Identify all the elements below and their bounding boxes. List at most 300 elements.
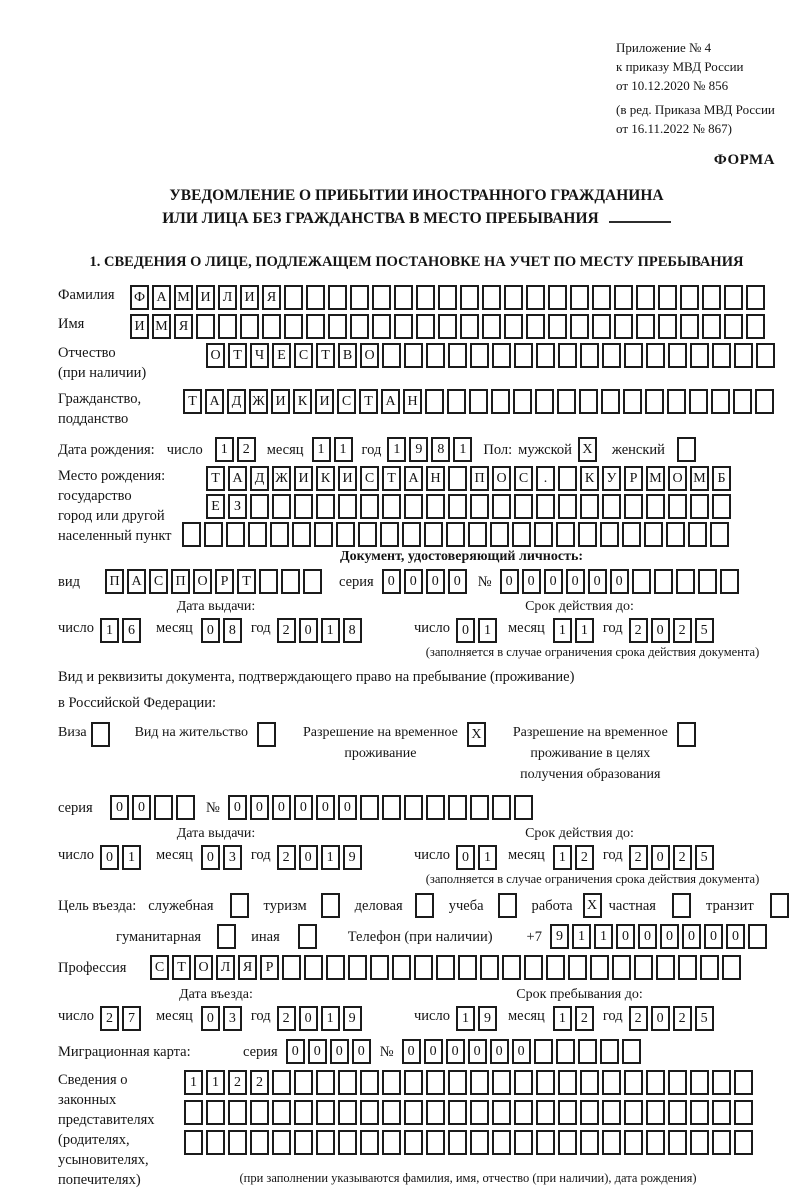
- migration-series-input-cell[interactable]: 0: [286, 1039, 305, 1064]
- representatives-row2-input-cell[interactable]: [426, 1100, 445, 1125]
- name-input-cell[interactable]: [592, 314, 611, 339]
- representatives-row3-input-cell[interactable]: [184, 1130, 203, 1155]
- profession-input-cell[interactable]: [480, 955, 499, 980]
- representatives-row3-input-cell[interactable]: [514, 1130, 533, 1155]
- birth-place-row3-input-cell[interactable]: [644, 522, 663, 547]
- representatives-row2-input-cell[interactable]: [206, 1100, 225, 1125]
- stay-year-input-cell[interactable]: 2: [629, 1006, 648, 1031]
- birth-place-row1-input[interactable]: [206, 466, 734, 491]
- doc-number-input-cell[interactable]: 0: [522, 569, 541, 594]
- representatives-row2-input-cell[interactable]: [382, 1100, 401, 1125]
- representatives-row3-input-cell[interactable]: [250, 1130, 269, 1155]
- profession-input-cell[interactable]: [700, 955, 719, 980]
- profession-input-cell[interactable]: [304, 955, 323, 980]
- birth-year-input-cell[interactable]: 1: [453, 437, 472, 462]
- residence-permit-checkbox-cell[interactable]: [257, 722, 276, 747]
- representatives-row3-input-cell[interactable]: [668, 1130, 687, 1155]
- patronymic-input-cell[interactable]: О: [206, 343, 225, 368]
- residence-issue-month-input[interactable]: [201, 845, 245, 870]
- birth-year-input-cell[interactable]: 8: [431, 437, 450, 462]
- surname-input-cell[interactable]: [548, 285, 567, 310]
- migration-number-input-cell[interactable]: 0: [446, 1039, 465, 1064]
- doc-expiry-month-input-cell[interactable]: 1: [553, 618, 572, 643]
- profession-input-cell[interactable]: [458, 955, 477, 980]
- representatives-row3-input-cell[interactable]: [426, 1130, 445, 1155]
- doc-number-input-cell[interactable]: [720, 569, 739, 594]
- entry-day-input[interactable]: [100, 1006, 144, 1031]
- doc-kind-input-cell[interactable]: Т: [237, 569, 256, 594]
- birth-place-row3-input-cell[interactable]: [688, 522, 707, 547]
- representatives-row1-input-cell[interactable]: [734, 1070, 753, 1095]
- residence-number-input-cell[interactable]: 0: [228, 795, 247, 820]
- birth-place-row3-input-cell[interactable]: [182, 522, 201, 547]
- birth-place-row2-input-cell[interactable]: [448, 494, 467, 519]
- representatives-row3-input-cell[interactable]: [602, 1130, 621, 1155]
- doc-expiry-day-input-cell[interactable]: 1: [478, 618, 497, 643]
- representatives-row2-input-cell[interactable]: [734, 1100, 753, 1125]
- patronymic-input-cell[interactable]: Ч: [250, 343, 269, 368]
- patronymic-input-cell[interactable]: [536, 343, 555, 368]
- doc-number-input-cell[interactable]: 0: [566, 569, 585, 594]
- doc-kind-input[interactable]: [105, 569, 325, 594]
- residence-issue-year-input-cell[interactable]: 0: [299, 845, 318, 870]
- representatives-row2-input-cell[interactable]: [184, 1100, 203, 1125]
- surname-input-cell[interactable]: [658, 285, 677, 310]
- representatives-row2-input-cell[interactable]: [228, 1100, 247, 1125]
- representatives-row2-input-cell[interactable]: [294, 1100, 313, 1125]
- citizenship-input-cell[interactable]: [601, 389, 620, 414]
- citizenship-input-cell[interactable]: [535, 389, 554, 414]
- surname-input-cell[interactable]: [570, 285, 589, 310]
- purpose-study-checkbox-cell[interactable]: [498, 893, 517, 918]
- profession-input-cell[interactable]: [656, 955, 675, 980]
- residence-expiry-month-input-cell[interactable]: 2: [575, 845, 594, 870]
- doc-number-input-cell[interactable]: 0: [500, 569, 519, 594]
- temp-residence-education-checkbox-cell[interactable]: [677, 722, 696, 747]
- phone-input-cell[interactable]: 1: [594, 924, 613, 949]
- residence-issue-month-input-cell[interactable]: 3: [223, 845, 242, 870]
- birth-year-input[interactable]: [387, 437, 475, 462]
- patronymic-input-cell[interactable]: С: [294, 343, 313, 368]
- birth-place-row1-input-cell[interactable]: У: [602, 466, 621, 491]
- purpose-transit-checkbox[interactable]: [770, 893, 792, 918]
- residence-series-input-cell[interactable]: [176, 795, 195, 820]
- name-input-cell[interactable]: [284, 314, 303, 339]
- surname-input-cell[interactable]: [460, 285, 479, 310]
- phone-input-cell[interactable]: 0: [704, 924, 723, 949]
- migration-number-input-cell[interactable]: [622, 1039, 641, 1064]
- residence-issue-year-input-cell[interactable]: 1: [321, 845, 340, 870]
- representatives-row3-input-cell[interactable]: [206, 1130, 225, 1155]
- residence-expiry-year-input-cell[interactable]: 5: [695, 845, 714, 870]
- surname-input-cell[interactable]: [350, 285, 369, 310]
- doc-expiry-month-input-cell[interactable]: 1: [575, 618, 594, 643]
- doc-expiry-year-input-cell[interactable]: 2: [629, 618, 648, 643]
- purpose-official-checkbox-cell[interactable]: [230, 893, 249, 918]
- representatives-row3-input-cell[interactable]: [712, 1130, 731, 1155]
- name-input-cell[interactable]: [548, 314, 567, 339]
- doc-issue-month-input-cell[interactable]: 8: [223, 618, 242, 643]
- birth-year-input-cell[interactable]: 1: [387, 437, 406, 462]
- representatives-row3-input-cell[interactable]: [228, 1130, 247, 1155]
- birth-place-row2-input-cell[interactable]: [514, 494, 533, 519]
- migration-number-input-cell[interactable]: 0: [512, 1039, 531, 1064]
- surname-input-cell[interactable]: [306, 285, 325, 310]
- birth-place-row2-input-cell[interactable]: [316, 494, 335, 519]
- representatives-row3-input-cell[interactable]: [646, 1130, 665, 1155]
- stay-year-input-cell[interactable]: 0: [651, 1006, 670, 1031]
- surname-input-cell[interactable]: [680, 285, 699, 310]
- birth-place-row3-input-cell[interactable]: [380, 522, 399, 547]
- surname-input-cell[interactable]: [504, 285, 523, 310]
- representatives-row3-input-cell[interactable]: [580, 1130, 599, 1155]
- representatives-row2-input-cell[interactable]: [536, 1100, 555, 1125]
- patronymic-input-cell[interactable]: О: [360, 343, 379, 368]
- birth-month-input-cell[interactable]: 1: [312, 437, 331, 462]
- name-input[interactable]: [130, 314, 768, 339]
- patronymic-input-cell[interactable]: [404, 343, 423, 368]
- residence-number-input-cell[interactable]: [382, 795, 401, 820]
- name-input-cell[interactable]: [680, 314, 699, 339]
- birth-place-row1-input-cell[interactable]: Д: [250, 466, 269, 491]
- name-input-cell[interactable]: [482, 314, 501, 339]
- entry-day-input-cell[interactable]: 2: [100, 1006, 119, 1031]
- representatives-row1-input-cell[interactable]: [294, 1070, 313, 1095]
- doc-series-input-cell[interactable]: 0: [382, 569, 401, 594]
- citizenship-input-cell[interactable]: [755, 389, 774, 414]
- birth-place-row3-input-cell[interactable]: [314, 522, 333, 547]
- doc-issue-month-input-cell[interactable]: 0: [201, 618, 220, 643]
- surname-input[interactable]: [130, 285, 768, 310]
- residence-expiry-year-input-cell[interactable]: 2: [673, 845, 692, 870]
- birth-place-row2-input-cell[interactable]: [668, 494, 687, 519]
- name-input-cell[interactable]: [328, 314, 347, 339]
- phone-input-cell[interactable]: 0: [726, 924, 745, 949]
- migration-number-input-cell[interactable]: 0: [402, 1039, 421, 1064]
- birth-place-row3-input-cell[interactable]: [446, 522, 465, 547]
- entry-day-input-cell[interactable]: 7: [122, 1006, 141, 1031]
- citizenship-input-cell[interactable]: [667, 389, 686, 414]
- entry-month-input-cell[interactable]: 0: [201, 1006, 220, 1031]
- name-input-cell[interactable]: [372, 314, 391, 339]
- birth-place-row1-input-cell[interactable]: И: [294, 466, 313, 491]
- purpose-business-checkbox-cell[interactable]: [415, 893, 434, 918]
- doc-number-input-cell[interactable]: 0: [588, 569, 607, 594]
- name-input-cell[interactable]: [240, 314, 259, 339]
- birth-place-row1-input-cell[interactable]: И: [338, 466, 357, 491]
- representatives-row3-input-cell[interactable]: [448, 1130, 467, 1155]
- doc-kind-input-cell[interactable]: С: [149, 569, 168, 594]
- representatives-row2-input-cell[interactable]: [668, 1100, 687, 1125]
- birth-place-row1-input-cell[interactable]: П: [470, 466, 489, 491]
- patronymic-input[interactable]: [206, 343, 778, 368]
- profession-input-cell[interactable]: [612, 955, 631, 980]
- residence-issue-year-input-cell[interactable]: 2: [277, 845, 296, 870]
- name-input-cell[interactable]: [526, 314, 545, 339]
- birth-place-row1-input-cell[interactable]: О: [492, 466, 511, 491]
- patronymic-input-cell[interactable]: [558, 343, 577, 368]
- representatives-row3-input-cell[interactable]: [294, 1130, 313, 1155]
- doc-expiry-day-input-cell[interactable]: 0: [456, 618, 475, 643]
- profession-input-cell[interactable]: [370, 955, 389, 980]
- representatives-row2-input-cell[interactable]: [602, 1100, 621, 1125]
- birth-place-row3-input-cell[interactable]: [556, 522, 575, 547]
- name-input-cell[interactable]: [218, 314, 237, 339]
- doc-kind-input-cell[interactable]: П: [171, 569, 190, 594]
- patronymic-input-cell[interactable]: [426, 343, 445, 368]
- patronymic-input-cell[interactable]: [668, 343, 687, 368]
- entry-year-input-cell[interactable]: 2: [277, 1006, 296, 1031]
- birth-place-row1-input-cell[interactable]: С: [360, 466, 379, 491]
- migration-number-input-cell[interactable]: 0: [490, 1039, 509, 1064]
- name-input-cell[interactable]: М: [152, 314, 171, 339]
- representatives-row1-input-cell[interactable]: 1: [206, 1070, 225, 1095]
- representatives-row1-input-cell[interactable]: [492, 1070, 511, 1095]
- temp-residence-checkbox-cell[interactable]: X: [467, 722, 486, 747]
- doc-kind-input-cell[interactable]: А: [127, 569, 146, 594]
- representatives-row1-input-cell[interactable]: 1: [184, 1070, 203, 1095]
- name-input-cell[interactable]: [262, 314, 281, 339]
- citizenship-input-cell[interactable]: А: [381, 389, 400, 414]
- citizenship-input-cell[interactable]: Ж: [249, 389, 268, 414]
- stay-day-input-cell[interactable]: 9: [478, 1006, 497, 1031]
- residence-series-input-cell[interactable]: 0: [132, 795, 151, 820]
- visa-checkbox[interactable]: [91, 722, 113, 747]
- birth-place-row1-input-cell[interactable]: [558, 466, 577, 491]
- patronymic-input-cell[interactable]: [756, 343, 775, 368]
- birth-place-row1-input-cell[interactable]: Р: [624, 466, 643, 491]
- stay-year-input-cell[interactable]: 2: [673, 1006, 692, 1031]
- sex-female-checkbox[interactable]: [677, 437, 699, 462]
- citizenship-input-cell[interactable]: [425, 389, 444, 414]
- stay-day-input[interactable]: [456, 1006, 500, 1031]
- representatives-row2-input-cell[interactable]: [580, 1100, 599, 1125]
- birth-place-row1-input-cell[interactable]: К: [580, 466, 599, 491]
- visa-checkbox-cell[interactable]: [91, 722, 110, 747]
- birth-place-row1-input-cell[interactable]: М: [690, 466, 709, 491]
- name-input-cell[interactable]: [394, 314, 413, 339]
- citizenship-input-cell[interactable]: К: [293, 389, 312, 414]
- entry-year-input-cell[interactable]: 0: [299, 1006, 318, 1031]
- birth-place-row2-input-cell[interactable]: [360, 494, 379, 519]
- birth-month-input[interactable]: [312, 437, 356, 462]
- residence-series-input[interactable]: [110, 795, 198, 820]
- purpose-study-checkbox[interactable]: [498, 893, 520, 918]
- birth-place-row1-input-cell[interactable]: [448, 466, 467, 491]
- birth-place-row1-input-cell[interactable]: Н: [426, 466, 445, 491]
- surname-input-cell[interactable]: [746, 285, 765, 310]
- sex-male-checkbox[interactable]: [578, 437, 600, 462]
- profession-input-cell[interactable]: [678, 955, 697, 980]
- doc-expiry-year-input-cell[interactable]: 2: [673, 618, 692, 643]
- stay-month-input-cell[interactable]: 2: [575, 1006, 594, 1031]
- residence-expiry-year-input-cell[interactable]: 0: [651, 845, 670, 870]
- birth-place-row3-input[interactable]: [182, 522, 734, 547]
- birth-place-row1-input-cell[interactable]: О: [668, 466, 687, 491]
- doc-number-input-cell[interactable]: 0: [610, 569, 629, 594]
- birth-place-row2-input-cell[interactable]: [536, 494, 555, 519]
- birth-place-row2-input-cell[interactable]: [580, 494, 599, 519]
- representatives-row1-input-cell[interactable]: [536, 1070, 555, 1095]
- representatives-row3-input-cell[interactable]: [536, 1130, 555, 1155]
- birth-place-row2-input-cell[interactable]: З: [228, 494, 247, 519]
- representatives-row1-input-cell[interactable]: [558, 1070, 577, 1095]
- representatives-row3-input-cell[interactable]: [316, 1130, 335, 1155]
- citizenship-input-cell[interactable]: Т: [359, 389, 378, 414]
- birth-place-row1-input-cell[interactable]: Т: [206, 466, 225, 491]
- surname-input-cell[interactable]: М: [174, 285, 193, 310]
- profession-input-cell[interactable]: Т: [172, 955, 191, 980]
- stay-year-input[interactable]: [629, 1006, 717, 1031]
- residence-number-input-cell[interactable]: [492, 795, 511, 820]
- entry-year-input-cell[interactable]: 1: [321, 1006, 340, 1031]
- phone-input-cell[interactable]: 9: [550, 924, 569, 949]
- representatives-row1-input-cell[interactable]: [646, 1070, 665, 1095]
- purpose-tourism-checkbox-cell[interactable]: [321, 893, 340, 918]
- name-input-cell[interactable]: [306, 314, 325, 339]
- surname-input-cell[interactable]: Л: [218, 285, 237, 310]
- birth-place-row3-input-cell[interactable]: [622, 522, 641, 547]
- migration-number-input-cell[interactable]: [578, 1039, 597, 1064]
- birth-place-row1-input-cell[interactable]: К: [316, 466, 335, 491]
- migration-number-input-cell[interactable]: 0: [468, 1039, 487, 1064]
- doc-number-input-cell[interactable]: [676, 569, 695, 594]
- purpose-other-checkbox[interactable]: [298, 924, 320, 949]
- residence-expiry-month-input-cell[interactable]: 1: [553, 845, 572, 870]
- citizenship-input-cell[interactable]: [623, 389, 642, 414]
- citizenship-input-cell[interactable]: [689, 389, 708, 414]
- doc-series-input[interactable]: [382, 569, 470, 594]
- name-input-cell[interactable]: Я: [174, 314, 193, 339]
- residence-number-input-cell[interactable]: 0: [316, 795, 335, 820]
- birth-place-row3-input-cell[interactable]: [248, 522, 267, 547]
- representatives-row1-input-cell[interactable]: [382, 1070, 401, 1095]
- citizenship-input-cell[interactable]: [513, 389, 532, 414]
- birth-place-row1-input-cell[interactable]: А: [228, 466, 247, 491]
- birth-place-row1-input-cell[interactable]: С: [514, 466, 533, 491]
- birth-place-row1-input-cell[interactable]: Т: [382, 466, 401, 491]
- profession-input-cell[interactable]: [348, 955, 367, 980]
- name-input-cell[interactable]: [504, 314, 523, 339]
- doc-expiry-month-input[interactable]: [553, 618, 597, 643]
- name-input-cell[interactable]: [196, 314, 215, 339]
- patronymic-input-cell[interactable]: [470, 343, 489, 368]
- birth-place-row1-input-cell[interactable]: Б: [712, 466, 731, 491]
- surname-input-cell[interactable]: [328, 285, 347, 310]
- surname-input-cell[interactable]: И: [240, 285, 259, 310]
- surname-input-cell[interactable]: [702, 285, 721, 310]
- citizenship-input-cell[interactable]: [711, 389, 730, 414]
- surname-input-cell[interactable]: [724, 285, 743, 310]
- representatives-row1-input-cell[interactable]: [602, 1070, 621, 1095]
- residence-number-input-cell[interactable]: [360, 795, 379, 820]
- residence-expiry-month-input[interactable]: [553, 845, 597, 870]
- representatives-row2-input-cell[interactable]: [492, 1100, 511, 1125]
- patronymic-input-cell[interactable]: [382, 343, 401, 368]
- surname-input-cell[interactable]: [482, 285, 501, 310]
- name-input-cell[interactable]: [350, 314, 369, 339]
- surname-input-cell[interactable]: [372, 285, 391, 310]
- profession-input-cell[interactable]: Р: [260, 955, 279, 980]
- residence-number-input-cell[interactable]: [514, 795, 533, 820]
- representatives-row2-input-cell[interactable]: [272, 1100, 291, 1125]
- birth-place-row2-input-cell[interactable]: [646, 494, 665, 519]
- doc-number-input-cell[interactable]: [632, 569, 651, 594]
- birth-place-row3-input-cell[interactable]: [490, 522, 509, 547]
- birth-place-row1-input-cell[interactable]: .: [536, 466, 555, 491]
- residence-issue-year-input-cell[interactable]: 9: [343, 845, 362, 870]
- doc-kind-input-cell[interactable]: [259, 569, 278, 594]
- birth-place-row3-input-cell[interactable]: [270, 522, 289, 547]
- name-input-cell[interactable]: [460, 314, 479, 339]
- profession-input-cell[interactable]: [546, 955, 565, 980]
- doc-kind-input-cell[interactable]: П: [105, 569, 124, 594]
- stay-month-input-cell[interactable]: 1: [553, 1006, 572, 1031]
- citizenship-input-cell[interactable]: Д: [227, 389, 246, 414]
- representatives-row2-input[interactable]: [184, 1100, 756, 1125]
- representatives-row1-input-cell[interactable]: 2: [228, 1070, 247, 1095]
- profession-input-cell[interactable]: [590, 955, 609, 980]
- phone-input-cell[interactable]: 1: [572, 924, 591, 949]
- residence-number-input-cell[interactable]: [426, 795, 445, 820]
- citizenship-input-cell[interactable]: [469, 389, 488, 414]
- representatives-row2-input-cell[interactable]: [316, 1100, 335, 1125]
- representatives-row3-input-cell[interactable]: [272, 1130, 291, 1155]
- doc-issue-year-input-cell[interactable]: 1: [321, 618, 340, 643]
- doc-expiry-year-input-cell[interactable]: 5: [695, 618, 714, 643]
- name-input-cell[interactable]: И: [130, 314, 149, 339]
- sex-female-checkbox-cell[interactable]: [677, 437, 696, 462]
- surname-input-cell[interactable]: Ф: [130, 285, 149, 310]
- birth-place-row3-input-cell[interactable]: [710, 522, 729, 547]
- entry-year-input-cell[interactable]: 9: [343, 1006, 362, 1031]
- name-input-cell[interactable]: [438, 314, 457, 339]
- residence-number-input[interactable]: [228, 795, 536, 820]
- doc-expiry-year-input[interactable]: [629, 618, 717, 643]
- entry-year-input[interactable]: [277, 1006, 365, 1031]
- representatives-row1-input-cell[interactable]: [360, 1070, 379, 1095]
- surname-input-cell[interactable]: И: [196, 285, 215, 310]
- surname-input-cell[interactable]: [526, 285, 545, 310]
- surname-input-cell[interactable]: Я: [262, 285, 281, 310]
- name-input-cell[interactable]: [416, 314, 435, 339]
- entry-month-input-cell[interactable]: 3: [223, 1006, 242, 1031]
- doc-issue-year-input-cell[interactable]: 2: [277, 618, 296, 643]
- entry-month-input[interactable]: [201, 1006, 245, 1031]
- name-input-cell[interactable]: [702, 314, 721, 339]
- doc-series-input-cell[interactable]: 0: [404, 569, 423, 594]
- birth-month-input-cell[interactable]: 1: [334, 437, 353, 462]
- profession-input-cell[interactable]: С: [150, 955, 169, 980]
- residence-issue-day-input-cell[interactable]: 0: [100, 845, 119, 870]
- surname-input-cell[interactable]: [416, 285, 435, 310]
- residence-expiry-day-input-cell[interactable]: 1: [478, 845, 497, 870]
- residence-expiry-year-input-cell[interactable]: 2: [629, 845, 648, 870]
- name-input-cell[interactable]: [746, 314, 765, 339]
- birth-place-row2-input-cell[interactable]: [338, 494, 357, 519]
- purpose-private-checkbox[interactable]: [672, 893, 694, 918]
- profession-input-cell[interactable]: [502, 955, 521, 980]
- citizenship-input-cell[interactable]: И: [271, 389, 290, 414]
- doc-kind-input-cell[interactable]: О: [193, 569, 212, 594]
- representatives-row3-input-cell[interactable]: [404, 1130, 423, 1155]
- profession-input-cell[interactable]: [392, 955, 411, 980]
- purpose-business-checkbox[interactable]: [415, 893, 437, 918]
- profession-input-cell[interactable]: [722, 955, 741, 980]
- birth-place-row2-input-cell[interactable]: [272, 494, 291, 519]
- purpose-private-checkbox-cell[interactable]: [672, 893, 691, 918]
- citizenship-input-cell[interactable]: [491, 389, 510, 414]
